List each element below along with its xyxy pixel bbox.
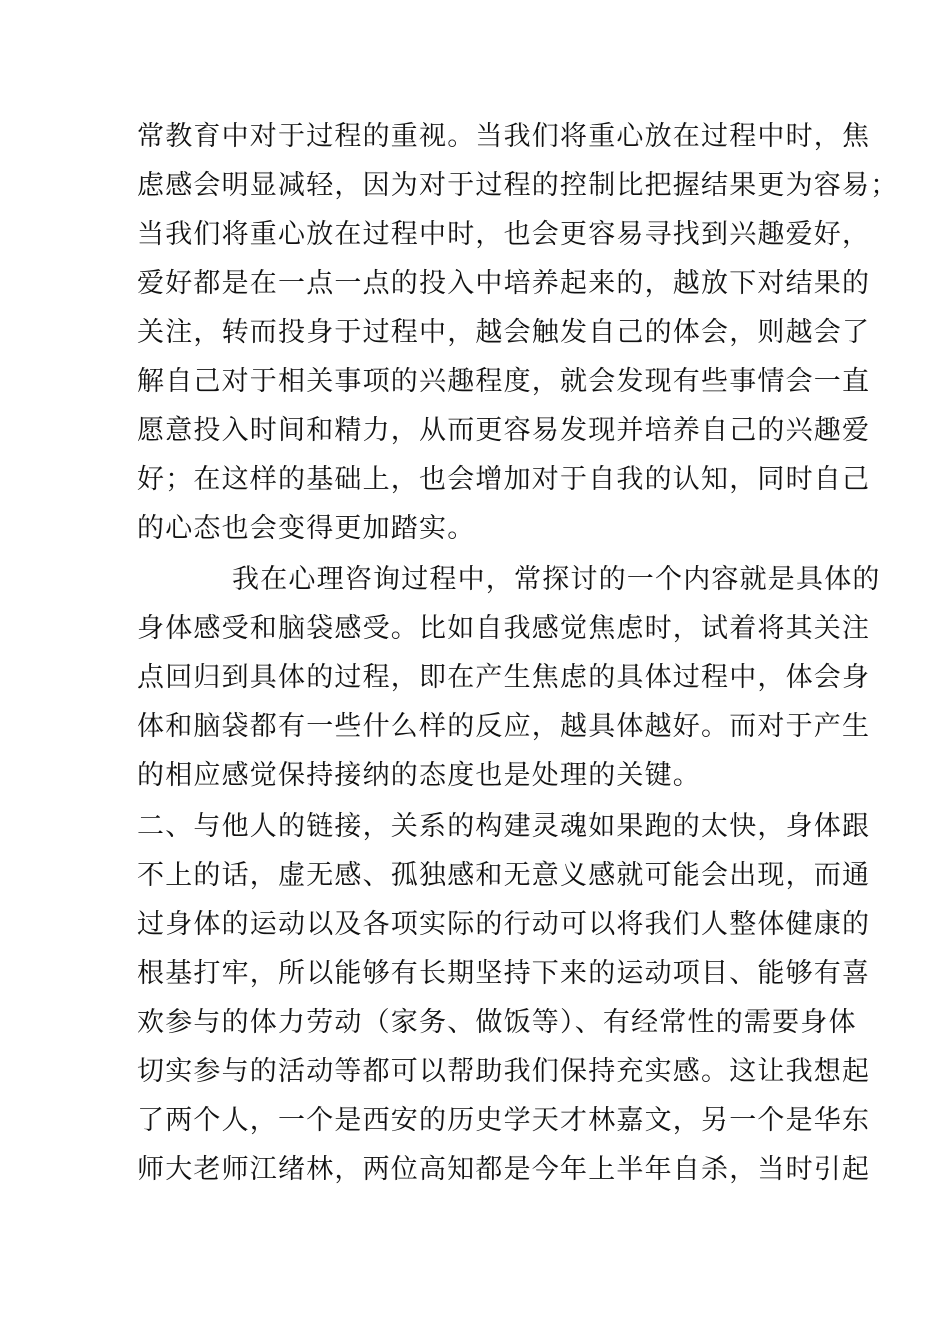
text-line: 虑感会明显减轻，因为对于过程的控制比把握结果更为容易； xyxy=(137,170,899,201)
paragraph-first-line: 我在心理咨询过程中，常探讨的一个内容就是具体的 xyxy=(232,564,881,595)
text-line: 切实参与的活动等都可以帮助我们保持充实感。这让我想起 xyxy=(137,1056,871,1087)
text-line: 体和脑袋都有一些什么样的反应，越具体越好。而对于产生 xyxy=(137,711,871,742)
text-line: 常教育中对于过程的重视。当我们将重心放在过程中时，焦 xyxy=(137,121,871,152)
text-line: 师大老师江绪林，两位高知都是今年上半年自杀，当时引起 xyxy=(137,1154,871,1185)
text-line: 了两个人，一个是西安的历史学天才林嘉文，另一个是华东 xyxy=(137,1105,871,1136)
text-line: 关注，转而投身于过程中，越会触发自己的体会，则越会了 xyxy=(137,317,871,348)
section-heading-line: 二、与他人的链接，关系的构建灵魂如果跑的太快，身体跟 xyxy=(137,811,871,842)
text-line: 解自己对于相关事项的兴趣程度，就会发现有些事情会一直 xyxy=(137,366,871,397)
text-line: 当我们将重心放在过程中时，也会更容易寻找到兴趣爱好， xyxy=(137,219,871,250)
text-line: 爱好都是在一点一点的投入中培养起来的，越放下对结果的 xyxy=(137,268,871,299)
text-line: 的相应感觉保持接纳的态度也是处理的关键。 xyxy=(137,760,701,791)
text-line: 根基打牢，所以能够有长期坚持下来的运动项目、能够有喜 xyxy=(137,958,871,989)
text-line: 点回归到具体的过程，即在产生焦虑的具体过程中，体会身 xyxy=(137,662,871,693)
text-line: 不上的话，虚无感、孤独感和无意义感就可能会出现，而通 xyxy=(137,860,871,891)
text-line: 欢参与的体力劳动（家务、做饭等）、有经常性的需要身体 xyxy=(137,1007,857,1038)
text-line: 过身体的运动以及各项实际的行动可以将我们人整体健康的 xyxy=(137,909,871,940)
text-line: 身体感受和脑袋感受。比如自我感觉焦虑时，试着将其关注 xyxy=(137,613,871,644)
text-line: 好；在这样的基础上，也会增加对于自我的认知，同时自己 xyxy=(137,464,871,495)
text-line: 愿意投入时间和精力，从而更容易发现并培养自己的兴趣爱 xyxy=(137,415,871,446)
text-line: 的心态也会变得更加踏实。 xyxy=(137,513,476,544)
